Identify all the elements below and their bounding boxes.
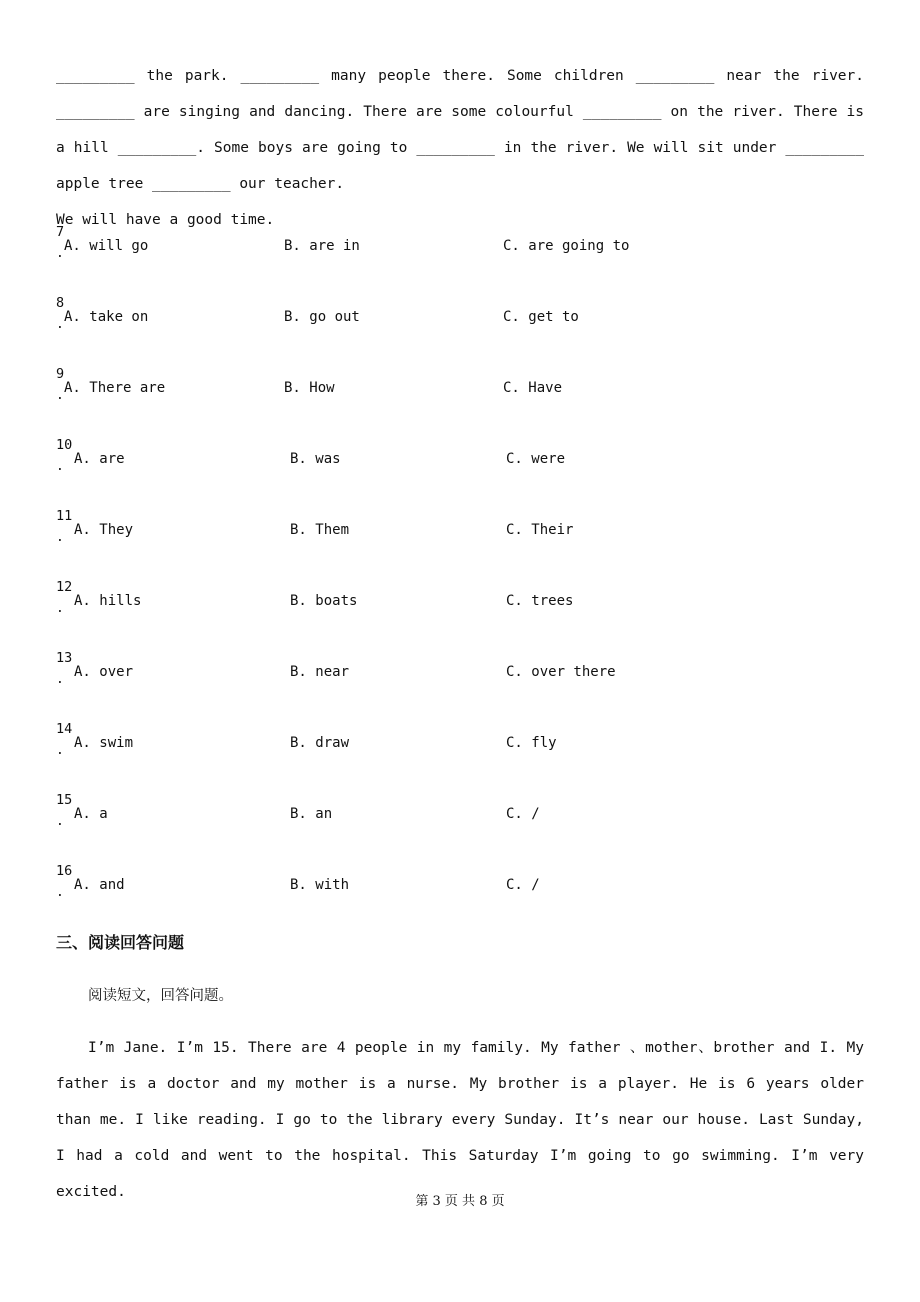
option-a: A. swim — [74, 735, 134, 751]
question-number: 8 — [56, 295, 65, 311]
question-dot: . — [56, 672, 64, 687]
question-8 — [56, 295, 864, 347]
question-dot: . — [56, 459, 64, 474]
option-b: B. go out — [284, 309, 360, 325]
option-c: C. Have — [503, 380, 563, 396]
option-c: C. are going to — [503, 238, 630, 254]
option-c: C. were — [506, 451, 566, 467]
option-b: B. Them — [290, 522, 350, 538]
question-13 — [56, 650, 864, 702]
option-b: B. boats — [290, 593, 358, 609]
option-c: C. trees — [506, 593, 574, 609]
reading-passage-text: I’m Jane. I’m 15. There are 4 people in my family. My father 、mother、brother and I. My father is a doctor and my mother is a nurse. My brother is a player. He is 6 years older than me. I like reading. I go to the library every Sunday. It’s near our house. Last Sunday, I had a cold and went to the hospital. This Saturday I’m going to go swimming. I’m very excited. — [56, 1040, 864, 1200]
question-15 — [56, 792, 864, 844]
option-c: C. over there — [506, 664, 616, 680]
question-number: 16 — [56, 863, 73, 879]
question-dot: . — [56, 743, 64, 758]
option-a: A. will go — [64, 238, 149, 254]
question-11 — [56, 508, 864, 560]
question-9 — [56, 366, 864, 418]
question-dot: . — [56, 814, 64, 829]
option-b: B. are in — [284, 238, 360, 254]
reading-passage — [56, 1030, 864, 1210]
cloze-passage-text: _________ the park. _________ many people there. Some children _________ near the river. _________ are singing and dancing. There are some colourful _________ on the river. There is a hill _________. Some boys are going to _________ in the river. We will sit under _________ apple tree _________ our teacher. — [56, 68, 864, 192]
question-dot: . — [56, 601, 64, 616]
question-number: 11 — [56, 508, 73, 524]
option-b: B. an — [290, 806, 333, 822]
option-a: A. They — [74, 522, 134, 538]
question-number: 12 — [56, 579, 73, 595]
option-b: B. draw — [290, 735, 350, 751]
option-c: C. Their — [506, 522, 574, 538]
question-16 — [56, 863, 864, 915]
question-7 — [56, 224, 864, 276]
question-number: 15 — [56, 792, 73, 808]
question-number: 9 — [56, 366, 65, 382]
option-c: C. / — [506, 877, 540, 893]
option-c: C. fly — [506, 735, 557, 751]
question-14 — [56, 721, 864, 773]
question-dot: . — [56, 530, 64, 545]
option-a: A. over — [74, 664, 134, 680]
option-b: B. How — [284, 380, 335, 396]
question-10 — [56, 437, 864, 489]
cloze-passage-last-line: We will have a good time. — [56, 212, 275, 228]
option-a: A. hills — [74, 593, 142, 609]
question-number: 7 — [56, 224, 65, 240]
option-a: A. take on — [64, 309, 149, 325]
question-number: 10 — [56, 437, 73, 453]
option-b: B. was — [290, 451, 341, 467]
option-b: B. with — [290, 877, 350, 893]
question-dot: . — [56, 885, 64, 900]
question-dot: . — [56, 246, 64, 261]
option-a: A. are — [74, 451, 125, 467]
option-a: A. and — [74, 877, 125, 893]
question-12 — [56, 579, 864, 631]
cloze-passage — [56, 58, 864, 238]
question-number: 13 — [56, 650, 73, 666]
option-c: C. get to — [503, 309, 579, 325]
question-dot: . — [56, 317, 64, 332]
option-a: A. There are — [64, 380, 166, 396]
question-number: 14 — [56, 721, 73, 737]
question-dot: . — [56, 388, 64, 403]
option-c: C. / — [506, 806, 540, 822]
option-b: B. near — [290, 664, 350, 680]
option-a: A. a — [74, 806, 108, 822]
page-footer: 第 3 页 共 8 页 — [415, 1194, 505, 1209]
section-title: 三、阅读回答问题 — [56, 933, 185, 952]
instruction: 阅读短文，回答问题。 — [88, 988, 233, 1004]
